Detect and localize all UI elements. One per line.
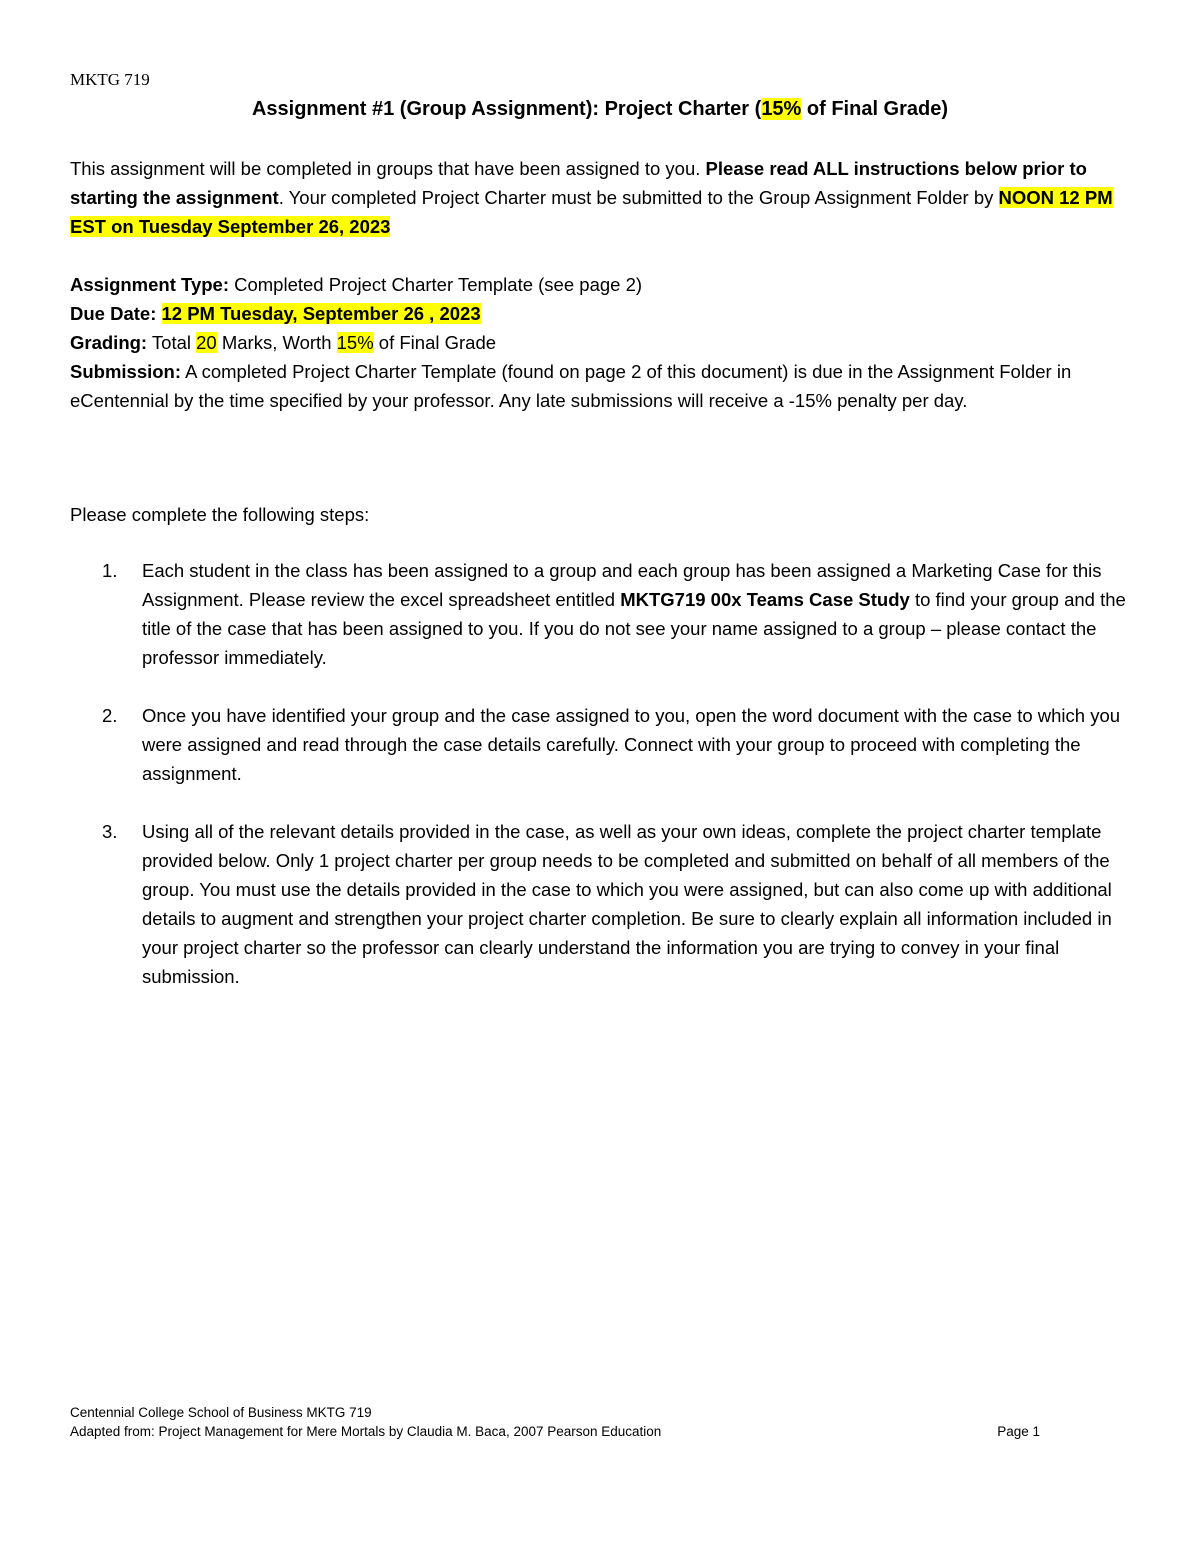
steps-list xyxy=(70,556,1130,1020)
grading-text-2: Marks, Worth xyxy=(216,332,337,353)
intro-deadline-highlight: NOON 12 PM EST on Tuesday September 26, 2023 xyxy=(70,187,1113,237)
assignment-details xyxy=(70,270,1130,415)
title-weight-highlight: 15% xyxy=(761,98,802,120)
due-date-value: 12 PM Tuesday, September 26 , 2023 xyxy=(161,303,481,324)
grading-text-3: of Final Grade xyxy=(373,332,497,353)
step-text-continued: to find your group and the title of the case that has been assigned to you. If you do not see your name assigned to a group – please contact the professor immediately. xyxy=(142,589,1126,668)
assignment-type-line xyxy=(70,270,1130,299)
list-item xyxy=(70,556,1130,672)
assignment-type-value: Completed Project Charter Template (see page 2) xyxy=(228,274,643,295)
due-date-line xyxy=(70,299,1130,328)
grading-text-1: Total xyxy=(147,332,197,353)
steps-intro: Please complete the following steps: xyxy=(70,504,370,525)
footer-attribution-row xyxy=(70,1422,1040,1441)
step-number: 3. xyxy=(102,821,118,842)
spreadsheet-name-bold: MKTG719 00x Teams Case Study xyxy=(620,589,910,610)
step-text: Once you have identified your group and the case assigned to you, open the word document with the case to which you were assigned and read through the case details carefully. Connect with your group to proceed with completing the assignment. xyxy=(142,705,1121,784)
step-number: 2. xyxy=(102,705,118,726)
footer-school-line: Centennial College School of Business MKTG 719 xyxy=(70,1405,372,1420)
grading-marks-highlight: 20 xyxy=(196,332,217,353)
grading-label: Grading: xyxy=(70,332,148,353)
intro-paragraph xyxy=(70,154,1130,241)
submission-value: A completed Project Charter Template (found on page 2 of this document) is due in the Assignment Folder in eCentennial by the time specified by your professor. Any late submissions will receive a -15% penalty per day. xyxy=(70,361,1072,411)
intro-text-2: . Your completed Project Charter must be submitted to the Group Assignment Folder by xyxy=(278,187,999,208)
due-date-label: Due Date: xyxy=(70,303,157,324)
list-item xyxy=(70,701,1130,788)
title-text-end: of Final Grade) xyxy=(801,98,949,120)
intro-text-1: This assignment will be completed in groups that have been assigned to you. xyxy=(70,158,706,179)
list-item xyxy=(70,817,1130,991)
page-number: Page 1 xyxy=(997,1424,1040,1439)
step-text: Using all of the relevant details provided in the case, as well as your own ideas, complete the project charter template provided below. Only 1 project charter per group needs to be completed and submitted on behalf of all members of the group. You must use the details provided in the case to which you were assigned, but can also come up with additional details to augment and strengthen your project charter completion. Be sure to clearly explain all information included in your project charter so the professor can clearly understand the information you are trying to convey in your final submission. xyxy=(142,821,1112,987)
footer-attribution: Adapted from: Project Management for Mere Mortals by Claudia M. Baca, 2007 Pearson Education xyxy=(70,1424,662,1439)
assignment-type-label: Assignment Type: xyxy=(70,274,229,295)
step-number: 1. xyxy=(102,560,118,581)
grading-line xyxy=(70,328,1130,357)
intro-instructions-bold: Please read ALL instructions below prior to starting the assignment xyxy=(70,158,1087,208)
grading-percent-highlight: 15% xyxy=(336,332,374,353)
course-code-header: MKTG 719 xyxy=(70,70,150,89)
page-footer xyxy=(70,1403,1040,1441)
submission-line xyxy=(70,357,1130,415)
submission-label: Submission: xyxy=(70,361,182,382)
step-text: Each student in the class has been assigned to a group and each group has been assigned a Marketing Case for this Assignment. Please review the excel spreadsheet entitled xyxy=(142,560,1102,610)
assignment-title xyxy=(70,98,1130,121)
title-text-start: Assignment #1 (Group Assignment): Project Charter ( xyxy=(251,98,762,120)
